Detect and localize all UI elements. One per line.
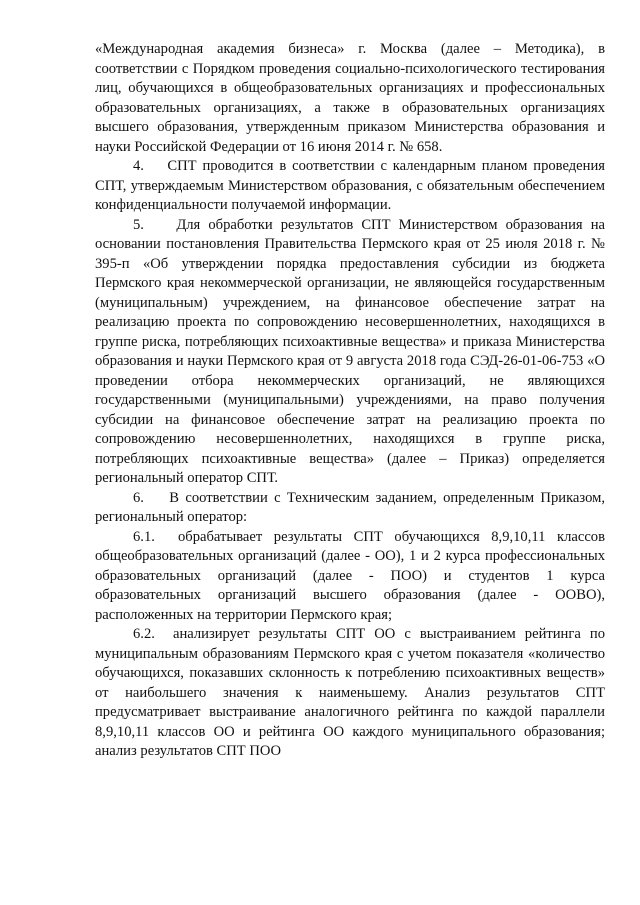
document-page	[95, 40, 605, 762]
paragraph-item-6-2: 6.2. анализирует результаты СПТ ОО с выстраиванием рейтинга по муниципальным образованиям Пермского края с учетом показателя «количество обучающихся, показавших склонность к потреблению психоактивных веществ» от наибольшего значения к наименьшему. Анализ результатов СПТ предусматривает выстраивание аналогичного рейтинга по каждой параллели 8,9,10,11 классов ОО и рейтинга ОО каждого муниципального образования; анализ результатов СПТ ПОО	[95, 626, 605, 759]
paragraph-item-4: 4. СПТ проводится в соответствии с календарным планом проведения СПТ, утверждаемым Министерством образования, с обязательным обеспечением конфиденциальности получаемой информации.	[95, 158, 605, 213]
paragraph-item-6-1: 6.1. обрабатывает результаты СПТ обучающихся 8,9,10,11 классов общеобразовательных организаций (далее - ОО), 1 и 2 курса профессиональных образовательных организаций (далее - ПОО) и студентов 1 курса образовательных организаций высшего образования (далее - ООВО), расположенных на территории Пермского края;	[95, 528, 605, 623]
paragraph-item-5: 5. Для обработки результатов СПТ Министерством образования на основании постановления Правительства Пермского края от 25 июля 2018 г. № 395-п «Об утверждении порядка предоставления субсидии из бюджета Пермского края некоммерческой организации, не являющейся государственным (муниципальным) учреждением, на финансовое обеспечение затрат на реализацию проекта по сопровождению несовершеннолетних, находящихся в группе риска, потребляющих психоактивные вещества» и приказа Министерства образования и науки Пермского края от 9 августа 2018 года СЭД-26-01-06-753 «О проведении отбора некоммерческих организаций, не являющихся государственными (муниципальными) учреждениями, на право получения субсидии на финансовое обеспечение затрат на реализацию проекта по сопровождению несовершеннолетних, находящихся в группе риска, потребляющих психоактивные вещества» (далее – Приказ) определяется региональный оператор СПТ.	[95, 216, 605, 486]
paragraph-intro-continuation: «Международная академия бизнеса» г. Москва (далее – Методика), в соответствии с Порядком проведения социально-психологического тестирования лиц, обучающихся в общеобразовательных организациях и профессиональных образовательных организациях, а также в образовательных организациях высшего образования, утвержденным приказом Министерства образования и науки Российской Федерации от 16 июня 2014 г. № 658.	[95, 41, 605, 155]
paragraph-item-6: 6. В соответствии с Техническим заданием, определенным Приказом, региональный оператор:	[95, 489, 605, 525]
